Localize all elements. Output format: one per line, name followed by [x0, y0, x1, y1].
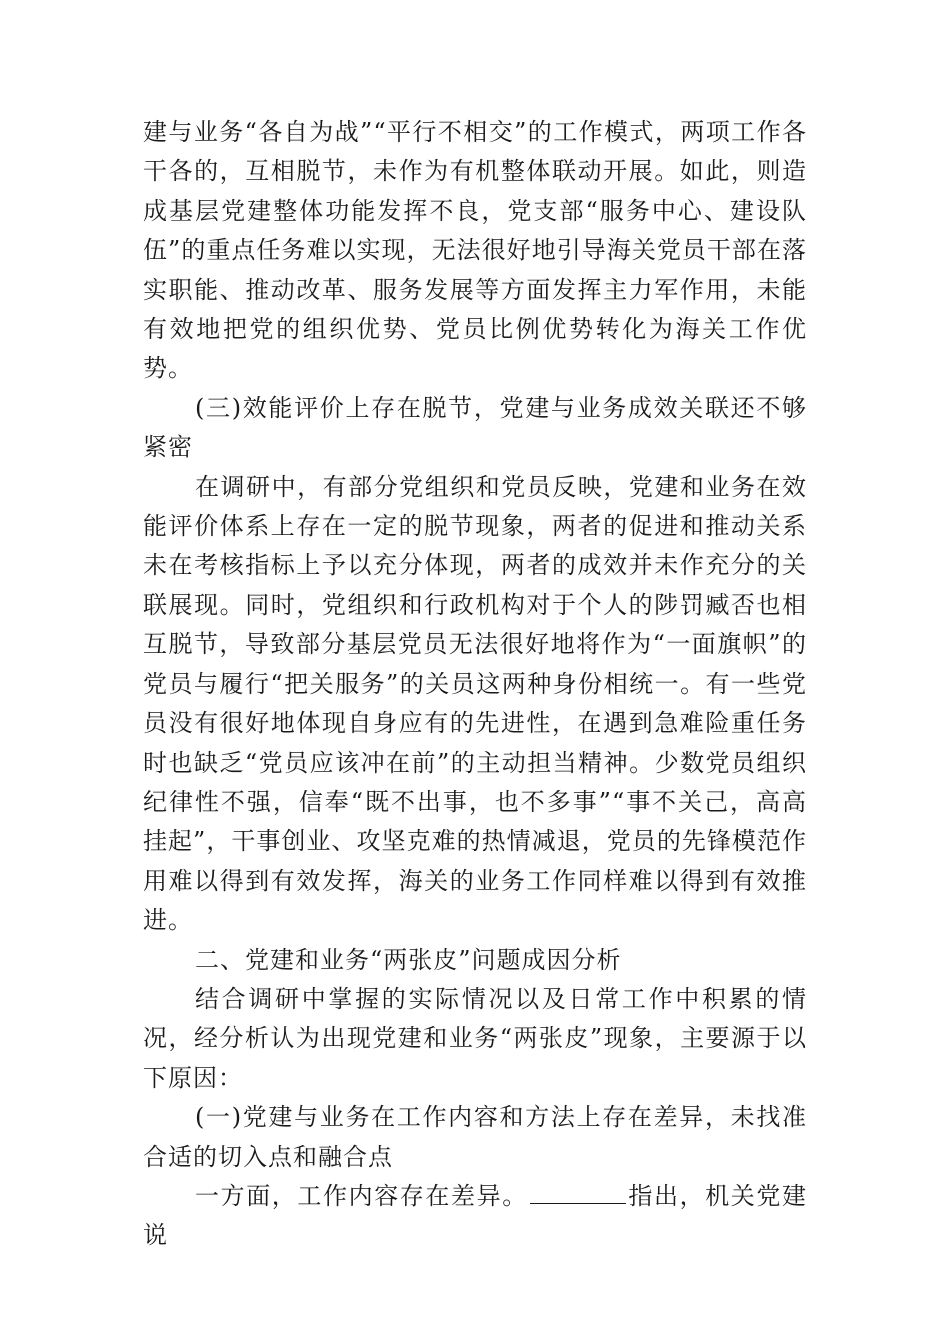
- document-page: [143, 113, 807, 1256]
- paragraph-last-start: 一方面，工作内容存在差异。: [195, 1181, 528, 1210]
- paragraph-last-end: 指出，机关党建说: [143, 1181, 808, 1250]
- section-heading-1: (一)党建与业务在工作内容和方法上存在差异，未找准合适的切入点和融合点: [143, 1103, 807, 1171]
- paragraph-3: 在调研中，有部分党组织和党员反映，党建和业务在效能评价体系上存在一定的脱节现象，两者的促进和推动关系未在考核指标上予以充分体现，两者的成效并未作充分的关联展现。同时，党组织和行政机构对于个人的陟罚臧否也相互脱节，导致部分基层党员无法很好地将作为“一面旗帜”的党员与履行“把关服务”的关员这两种身份相统一。有一些党员没有很好地体现自身应有的先进性，在遇到急难险重任务时也缺乏“党员应该冲在前”的主动担当精神。少数党员组织纪律性不强，信奉“既不出事，也不多事”“事不关己，高高挂起”，干事创业、攻坚克难的热情减退，党员的先锋模范作用难以得到有效发挥，海关的业务工作同样难以得到有效推进。: [143, 472, 807, 935]
- section-heading-3: (三)效能评价上存在脱节，党建与业务成效关联还不够紧密: [143, 393, 807, 462]
- paragraph-last: [143, 1177, 807, 1256]
- chapter-heading-2: 二、党建和业务“两张皮”问题成因分析: [195, 945, 622, 974]
- paragraph-5: 结合调研中掌握的实际情况以及日常工作中积累的情况，经分析认为出现党建和业务“两张皮”现象，主要源于以下原因：: [143, 984, 807, 1092]
- paragraph-1: 建与业务“各自为战”“平行不相交”的工作模式，两项工作各干各的，互相脱节，未作为有机整体联动开展。如此，则造成基层党建整体功能发挥不良，党支部“服务中心、建设队伍”的重点任务难以实现，无法很好地引导海关党员干部在落实职能、推动改革、服务发展等方面发挥主力军作用，未能有效地把党的组织优势、党员比例优势转化为海关工作优势。: [143, 118, 807, 383]
- blank-underline: [530, 1181, 626, 1204]
